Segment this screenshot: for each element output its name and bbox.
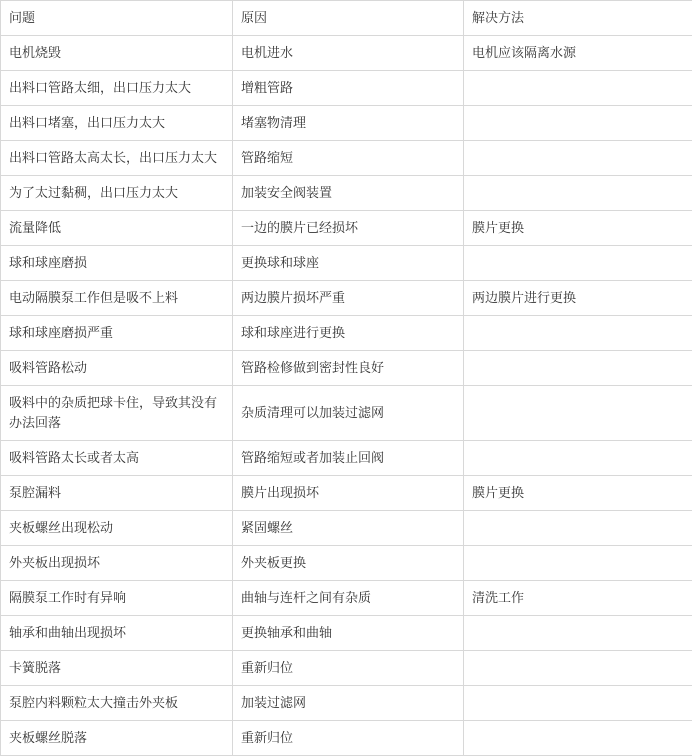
cell-cause: 管路缩短 — [233, 141, 464, 176]
table-row — [1, 176, 692, 211]
table-body — [1, 36, 692, 756]
cell-cause: 管路检修做到密封性良好 — [233, 351, 464, 386]
cell-cause: 加装安全阀装置 — [233, 176, 464, 211]
cell-problem: 外夹板出现损坏 — [1, 546, 233, 581]
cell-cause: 电机进水 — [233, 36, 464, 71]
cell-problem: 电机烧毁 — [1, 36, 233, 71]
cell-problem: 泵腔内料颗粒太大撞击外夹板 — [1, 686, 233, 721]
cell-solution: 膜片更换 — [464, 211, 692, 246]
cell-problem: 为了太过黏稠，出口压力太大 — [1, 176, 233, 211]
cell-cause: 球和球座进行更换 — [233, 316, 464, 351]
cell-problem: 电动隔膜泵工作但是吸不上料 — [1, 281, 233, 316]
cell-solution: 电机应该隔离水源 — [464, 36, 692, 71]
cell-cause: 紧固螺丝 — [233, 511, 464, 546]
cell-solution — [464, 71, 692, 106]
cell-solution — [464, 106, 692, 141]
cell-cause: 一边的膜片已经损坏 — [233, 211, 464, 246]
cell-problem: 泵腔漏料 — [1, 476, 233, 511]
cell-problem: 出料口堵塞，出口压力太大 — [1, 106, 233, 141]
cell-cause: 曲轴与连杆之间有杂质 — [233, 581, 464, 616]
table-row — [1, 581, 692, 616]
cell-cause: 更换轴承和曲轴 — [233, 616, 464, 651]
cell-solution — [464, 651, 692, 686]
cell-cause: 杂质清理可以加装过滤网 — [233, 386, 464, 441]
table-row — [1, 616, 692, 651]
table-row — [1, 106, 692, 141]
cell-cause: 外夹板更换 — [233, 546, 464, 581]
cell-solution — [464, 351, 692, 386]
cell-solution — [464, 546, 692, 581]
table-row — [1, 511, 692, 546]
cell-cause: 膜片出现损坏 — [233, 476, 464, 511]
table-row — [1, 351, 692, 386]
cell-problem: 球和球座磨损严重 — [1, 316, 233, 351]
cell-problem: 出料口管路太高太长，出口压力太大 — [1, 141, 233, 176]
cell-solution — [464, 141, 692, 176]
cell-cause: 管路缩短或者加装止回阀 — [233, 441, 464, 476]
cell-cause: 重新归位 — [233, 651, 464, 686]
table-row — [1, 281, 692, 316]
cell-problem: 吸料管路太长或者太高 — [1, 441, 233, 476]
cell-problem: 吸料中的杂质把球卡住，导致其没有办法回落 — [1, 386, 233, 441]
table-row — [1, 246, 692, 281]
cell-problem: 轴承和曲轴出现损坏 — [1, 616, 233, 651]
column-header-cause: 原因 — [233, 1, 464, 36]
cell-solution: 膜片更换 — [464, 476, 692, 511]
cell-cause: 堵塞物清理 — [233, 106, 464, 141]
table-row — [1, 141, 692, 176]
cell-problem: 出料口管路太细，出口压力太大 — [1, 71, 233, 106]
table-row — [1, 651, 692, 686]
cell-solution: 清洗工作 — [464, 581, 692, 616]
cell-problem: 夹板螺丝出现松动 — [1, 511, 233, 546]
table-row — [1, 546, 692, 581]
table-row — [1, 686, 692, 721]
table-row — [1, 316, 692, 351]
cell-cause: 两边膜片损坏严重 — [233, 281, 464, 316]
cell-cause: 更换球和球座 — [233, 246, 464, 281]
cell-solution — [464, 721, 692, 756]
table-header-row — [1, 1, 692, 36]
cell-cause: 加装过滤网 — [233, 686, 464, 721]
cell-solution — [464, 246, 692, 281]
cell-problem: 球和球座磨损 — [1, 246, 233, 281]
cell-cause: 重新归位 — [233, 721, 464, 756]
column-header-problem: 问题 — [1, 1, 233, 36]
cell-solution — [464, 511, 692, 546]
column-header-solution: 解决方法 — [464, 1, 692, 36]
cell-solution — [464, 176, 692, 211]
cell-solution: 两边膜片进行更换 — [464, 281, 692, 316]
table-row — [1, 721, 692, 756]
cell-solution — [464, 616, 692, 651]
table-row — [1, 211, 692, 246]
cell-solution — [464, 441, 692, 476]
cell-problem: 隔膜泵工作时有异响 — [1, 581, 233, 616]
table-row — [1, 71, 692, 106]
cell-solution — [464, 386, 692, 441]
table-row — [1, 36, 692, 71]
table-row — [1, 441, 692, 476]
cell-solution — [464, 316, 692, 351]
cell-problem: 吸料管路松动 — [1, 351, 233, 386]
table-row — [1, 476, 692, 511]
cell-cause: 增粗管路 — [233, 71, 464, 106]
cell-problem: 夹板螺丝脱落 — [1, 721, 233, 756]
table-row — [1, 386, 692, 441]
cell-problem: 流量降低 — [1, 211, 233, 246]
cell-solution — [464, 686, 692, 721]
cell-problem: 卡簧脱落 — [1, 651, 233, 686]
